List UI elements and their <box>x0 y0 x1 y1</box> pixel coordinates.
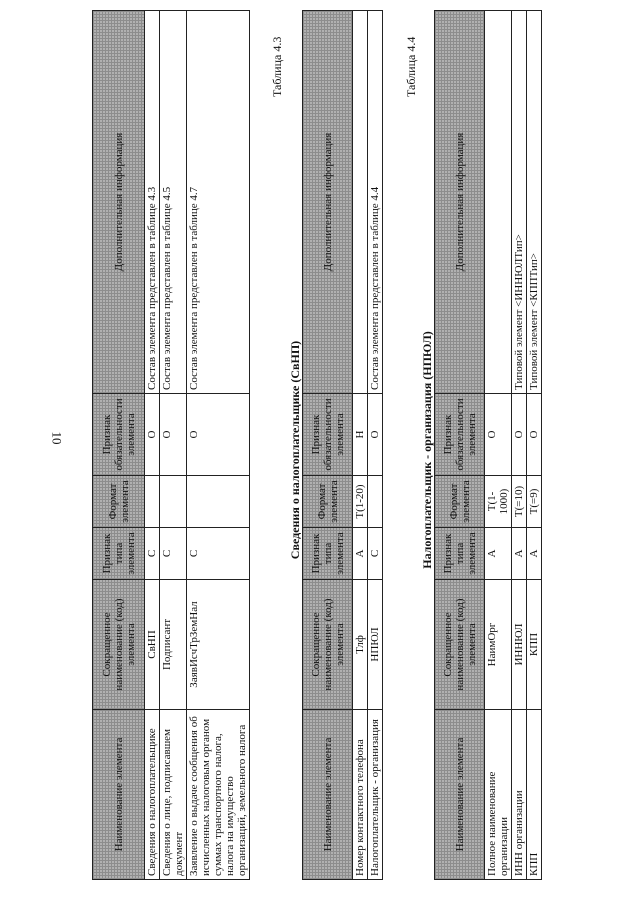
table-caption-4-4: Налогоплательщик - организация (НПЮЛ) <box>420 331 434 569</box>
table-header-row <box>435 11 485 880</box>
cell-format: T(=9) <box>527 476 542 528</box>
table-row <box>353 11 368 880</box>
cell-name: Номер контактного телефона <box>353 710 368 880</box>
cell-info: Типовой элемент <КППТип> <box>527 11 542 394</box>
cell-code: НаимОрг <box>485 580 512 710</box>
cell-type: А <box>512 528 527 580</box>
cell-type: С <box>145 528 160 580</box>
cell-format <box>145 476 160 528</box>
cell-info: Состав элемента представлен в таблице 4.7 <box>187 11 250 394</box>
cell-info: Типовой элемент <ИННЮЛТип> <box>512 11 527 394</box>
cell-type: С <box>368 528 383 580</box>
cell-type: А <box>527 528 542 580</box>
cell-name: КПП <box>527 710 542 880</box>
cell-format <box>368 476 383 528</box>
page-number: 10 <box>49 431 65 445</box>
header-code: Сокращенное наименование (код) элемента <box>93 580 145 710</box>
header-type: Признак типа элемента <box>93 528 145 580</box>
cell-code: НПЮЛ <box>368 580 383 710</box>
table-row <box>160 11 187 880</box>
cell-required: О <box>527 394 542 476</box>
cell-name: Сведения о лице, подписавшем документ <box>160 710 187 880</box>
cell-type: А <box>485 528 512 580</box>
table-row <box>485 11 512 880</box>
table-label-4-4: Таблица 4.4 <box>404 36 418 97</box>
cell-name: Налогоплательщик - организация <box>368 710 383 880</box>
header-type: Признак типа элемента <box>435 528 485 580</box>
header-name: Наименование элемента <box>93 710 145 880</box>
cell-type: С <box>160 528 187 580</box>
table-4-4 <box>434 10 542 880</box>
table-caption-4-3: Сведения о налогоплательщике (СвНП) <box>288 340 302 560</box>
cell-name: Полное наименование организации <box>485 710 512 880</box>
header-info: Дополнительная информация <box>303 11 353 394</box>
cell-format <box>187 476 250 528</box>
table-row <box>145 11 160 880</box>
table-row <box>527 11 542 880</box>
cell-name: ИНН организации <box>512 710 527 880</box>
table-label-4-3: Таблица 4.3 <box>270 36 284 97</box>
cell-code: ИННЮЛ <box>512 580 527 710</box>
table-header-row <box>303 11 353 880</box>
cell-required: О <box>368 394 383 476</box>
header-format: Формат элемента <box>435 476 485 528</box>
header-required: Признак обязательности элемента <box>435 394 485 476</box>
cell-name: Сведения о налогоплательщике <box>145 710 160 880</box>
cell-info <box>353 11 368 394</box>
cell-format <box>160 476 187 528</box>
cell-info: Состав элемента представлен в таблице 4.4 <box>368 11 383 394</box>
header-type: Признак типа элемента <box>303 528 353 580</box>
header-info: Дополнительная информация <box>435 11 485 394</box>
cell-code: Подписант <box>160 580 187 710</box>
cell-name: Заявление о выдаче сообщения об исчисленных налоговым органом суммах транспортного налога, налога на имущество организаций, земельного налога <box>187 710 250 880</box>
cell-code: ЗаявИсчТрЗемНал <box>187 580 250 710</box>
table-row <box>368 11 383 880</box>
cell-required: О <box>512 394 527 476</box>
cell-code: Тлф <box>353 580 368 710</box>
table-4-3 <box>302 10 383 880</box>
cell-required: О <box>160 394 187 476</box>
cell-type: А <box>353 528 368 580</box>
cell-info: Состав элемента представлен в таблице 4.5 <box>160 11 187 394</box>
header-required: Признак обязательности элемента <box>93 394 145 476</box>
cell-required: Н <box>353 394 368 476</box>
cell-required: О <box>485 394 512 476</box>
header-code: Сокращенное наименование (код) элемента <box>435 580 485 710</box>
header-name: Наименование элемента <box>303 710 353 880</box>
table-header-row <box>93 11 145 880</box>
cell-type: С <box>187 528 250 580</box>
header-required: Признак обязательности элемента <box>303 394 353 476</box>
cell-code: СвНП <box>145 580 160 710</box>
table-row <box>512 11 527 880</box>
header-name: Наименование элемента <box>435 710 485 880</box>
header-code: Сокращенное наименование (код) элемента <box>303 580 353 710</box>
header-format: Формат элемента <box>303 476 353 528</box>
cell-format: T(1-20) <box>353 476 368 528</box>
table-main <box>92 10 250 880</box>
cell-format: T(=10) <box>512 476 527 528</box>
cell-required: О <box>145 394 160 476</box>
table-row <box>187 11 250 880</box>
cell-info: Состав элемента представлен в таблице 4.3 <box>145 11 160 394</box>
cell-info <box>485 11 512 394</box>
cell-format: T(1-1000) <box>485 476 512 528</box>
header-format: Формат элемента <box>93 476 145 528</box>
header-info: Дополнительная информация <box>93 11 145 394</box>
cell-required: О <box>187 394 250 476</box>
cell-code: КПП <box>527 580 542 710</box>
